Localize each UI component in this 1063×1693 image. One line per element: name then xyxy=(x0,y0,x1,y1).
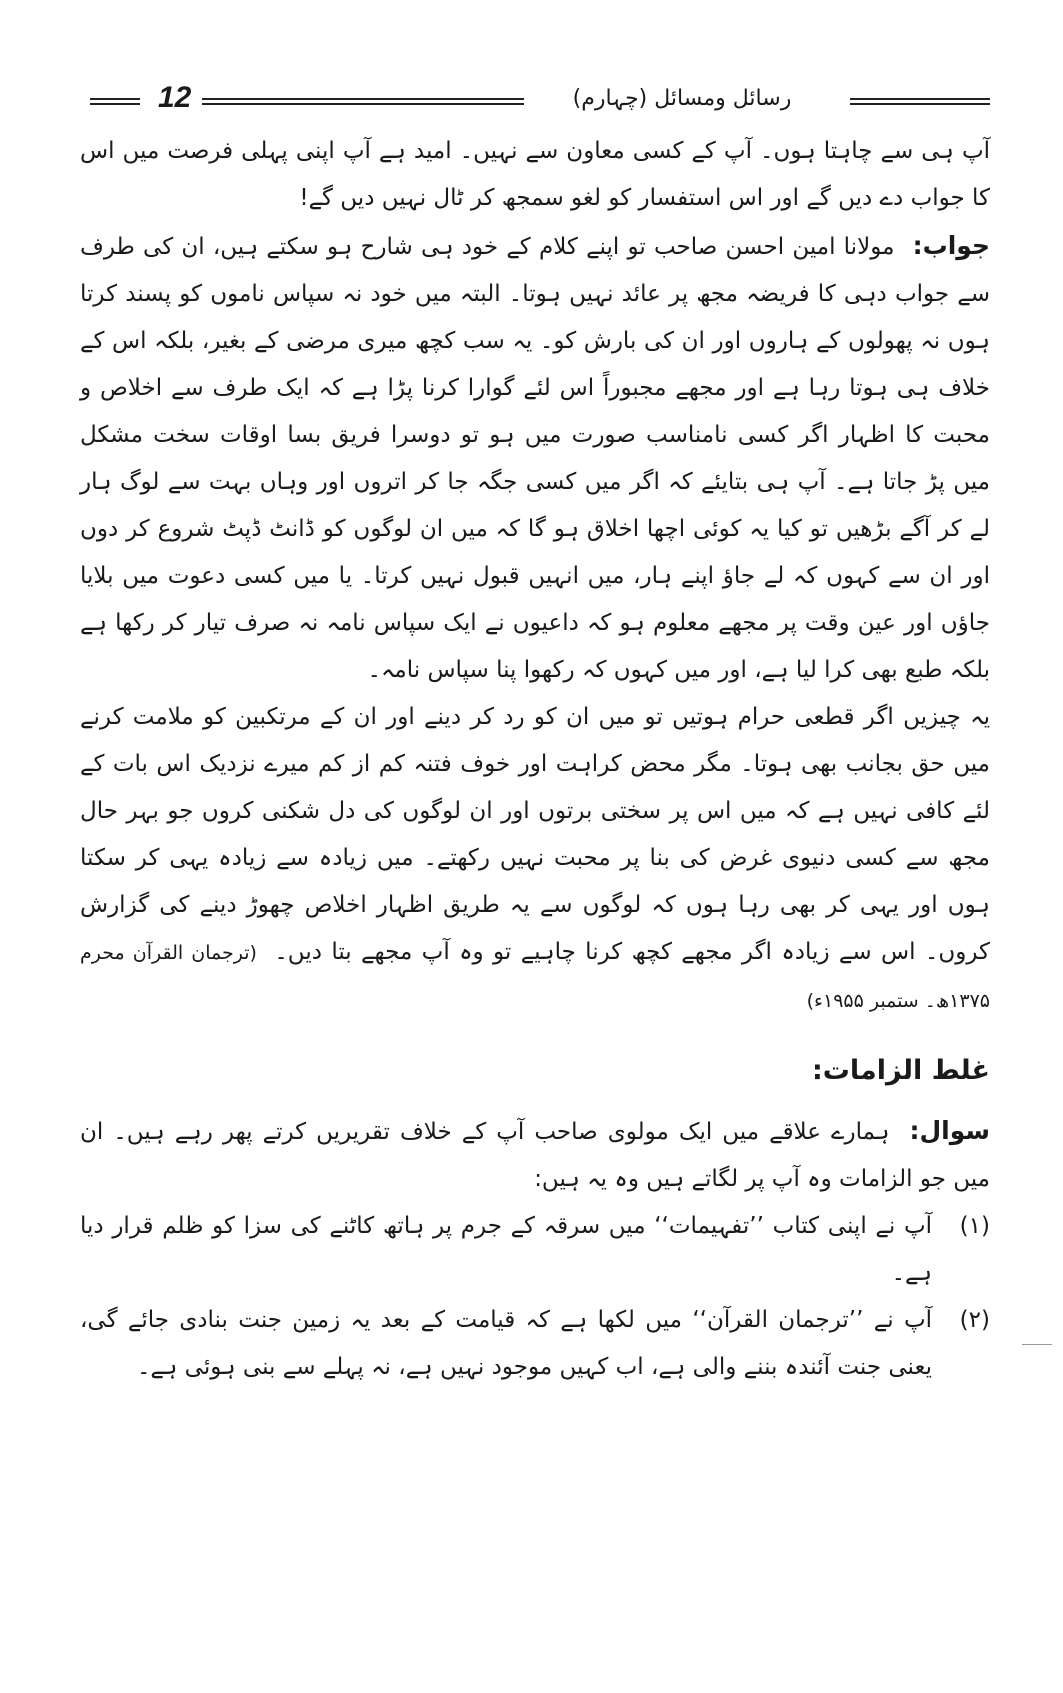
question-label: سوال: xyxy=(909,1116,990,1145)
answer-label: جواب: xyxy=(912,231,990,260)
section-heading: غلط الزامات: xyxy=(811,1055,990,1086)
second-paragraph xyxy=(80,694,990,1025)
list-item-text: آپ نے اپنی کتاب ’’تفہیمات‘‘ میں سرقہ کے جرم پر ہاتھ کاٹنے کی سزا کو ظلم قرار دیا ہے۔ xyxy=(80,1213,932,1286)
question-text: ہمارے علاقے میں ایک مولوی صاحب آپ کے خلاف تقریریں کرتے پھر رہے ہیں۔ ان میں جو الزامات وہ آپ پر لگاتے ہیں وہ یہ ہیں: xyxy=(80,1119,990,1192)
running-title: رسائل ومسائل (چہارم) xyxy=(572,86,792,111)
header-rule-right xyxy=(850,98,990,105)
answer-paragraph xyxy=(80,222,990,694)
margin-mark xyxy=(1022,1344,1052,1345)
running-header xyxy=(80,78,990,122)
list-item-number: (۲) xyxy=(959,1307,990,1333)
document-page xyxy=(80,78,990,1391)
list-item xyxy=(80,1297,990,1391)
header-rule-middle xyxy=(202,98,524,105)
second-paragraph-text: یہ چیزیں اگر قطعی حرام ہوتیں تو میں ان کو رد کر دینے اور ان کے مرتکبین کو ملامت کرنے میں حق بجانب بھی ہوتا۔ مگر محض کراہت اور خوف فتنہ کم از کم میرے نزدیک اس بات کے لئے کافی نہیں ہے کہ میں اس پر سختی برتوں اور ان لوگوں کی دل شکنی کروں جو بہر حال مجھ سے کسی دنیوی غرض کی بنا پر محبت نہیں رکھتے۔ میں زیادہ سے زیادہ یہی کر سکتا ہوں اور یہی کر بھی رہا ہوں کہ لوگوں سے یہ طریق اظہار اخلاص چھوڑ دینے کی گزارش کروں۔ اس سے زیادہ اگر مجھے کچھ کرنا چاہیے تو وہ آپ مجھے بتا دیں۔ xyxy=(80,704,990,965)
page-number: 12 xyxy=(158,81,192,114)
list-item-text: آپ نے ’’ترجمان القرآن‘‘ میں لکھا ہے کہ قیامت کے بعد یہ زمین جنت بنادی جائے گی، یعنی جنت آئندہ بننے والی ہے، اب کہیں موجود نہیں ہے، نہ پہلے سے بنی ہوئی ہے۔ xyxy=(80,1307,932,1380)
answer-text: مولانا امین احسن صاحب تو اپنے کلام کے خود ہی شارح ہو سکتے ہیں، ان کی طرف سے جواب دہی کا فریضہ مجھ پر عائد نہیں ہوتا۔ البتہ میں خود نہ سپاس ناموں کو پسند کرتا ہوں نہ پھولوں کے ہاروں اور ان کی بارش کو۔ یہ سب کچھ میری مرضی کے بغیر، بلکہ اس کے خلاف ہی ہوتا رہا ہے اور مجھے مجبوراً اس لئے گوارا کرنا پڑا ہے کہ ایک طرف سے اخلاص و محبت کا اظہار اگر کسی نامناسب صورت میں ہو تو دوسرا فریق بسا اوقات سخت مشکل میں پڑ جاتا ہے۔ آپ ہی بتایئے کہ اگر میں کسی جگہ جا کر اتروں اور وہاں بہت سے لوگ ہار لے کر آگے بڑھیں تو کیا یہ کوئی اچھا اخلاق ہو گا کہ میں ان لوگوں کو ڈانٹ ڈپٹ شروع کر دوں اور ان سے کہوں کہ لے جاؤ اپنے ہار، میں انہیں قبول نہیں کرتا۔ یا میں کسی دعوت میں بلایا جاؤں اور عین وقت پر مجھے معلوم ہو کہ داعیوں نے ایک سپاس نامہ نہ صرف تیار کر رکھا ہے بلکہ طبع بھی کرا لیا ہے، اور میں کہوں کہ رکھوا پنا سپاس نامہ۔ xyxy=(80,234,990,683)
list-item xyxy=(80,1203,990,1297)
question-paragraph xyxy=(80,1107,990,1203)
list-item-number: (۱) xyxy=(959,1213,990,1239)
citation: (ترجمان القرآن محرم ۱۳۷۵ھ۔ ستمبر ۱۹۵۵ء) xyxy=(80,942,990,1012)
header-rule-left xyxy=(90,98,140,105)
intro-paragraph: آپ ہی سے چاہتا ہوں۔ آپ کے کسی معاون سے نہیں۔ امید ہے آپ اپنی پہلی فرصت میں اس کا جواب دے دیں گے اور اس استفسار کو لغو سمجھ کر ٹال نہیں دیں گے! xyxy=(80,138,990,211)
